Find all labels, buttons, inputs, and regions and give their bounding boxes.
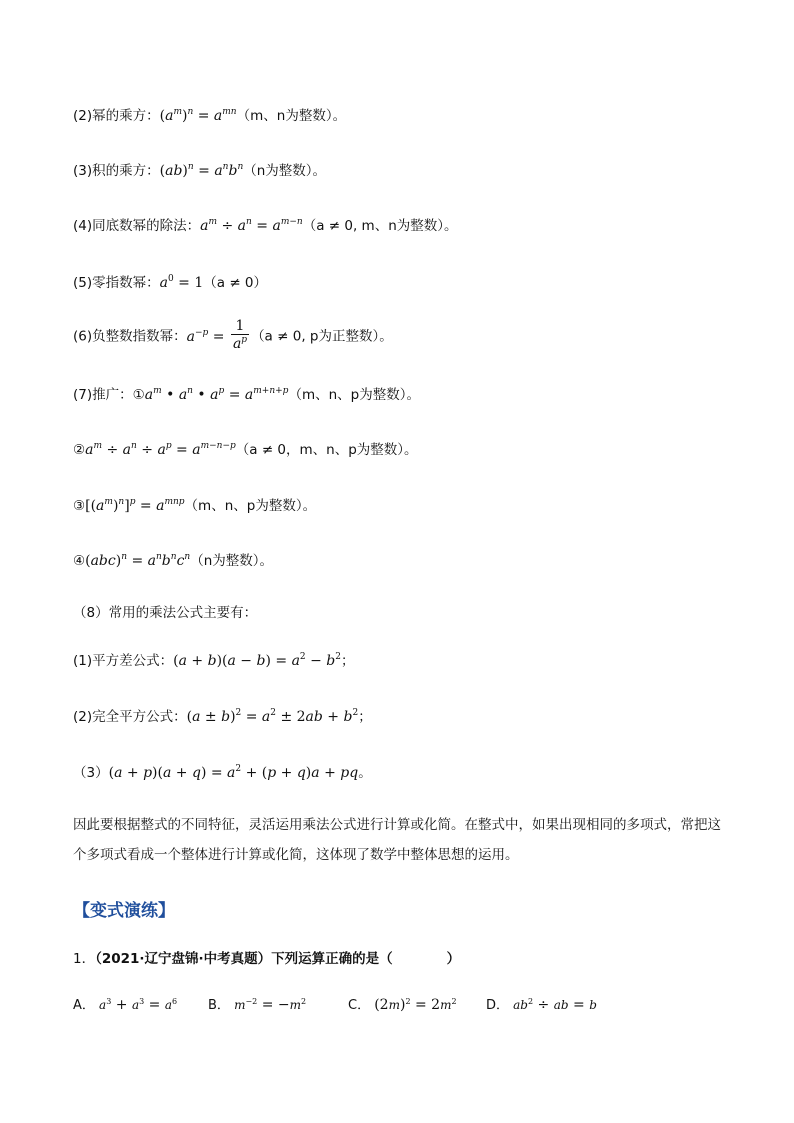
rule-condition: （a ≠ 0，m、n、p为整数）。 bbox=[235, 442, 418, 458]
rule-generalization-3 bbox=[73, 496, 316, 518]
formula: $a^m \div a^n \div a^p = a^{m-n-p}$ bbox=[85, 441, 236, 458]
rule-label: (2)完全平方公式： bbox=[73, 709, 187, 725]
formula: $(a + b)(a - b) = a^2 - b^2$ bbox=[173, 652, 341, 669]
option-c[interactable] bbox=[348, 994, 457, 1013]
option-letter: B． bbox=[208, 998, 230, 1013]
rule-label: （8）常用的乘法公式主要有： bbox=[73, 605, 258, 621]
option-formula: $(2m)^2 = 2m^2$ bbox=[374, 997, 457, 1013]
formula: $a^0 = 1$ bbox=[159, 274, 204, 291]
rule-label: ③ bbox=[73, 498, 86, 514]
rule-negative-exponent bbox=[73, 318, 393, 356]
rule-division-same-base bbox=[73, 216, 458, 238]
option-d[interactable] bbox=[486, 994, 597, 1013]
formula-tail: 。 bbox=[358, 765, 372, 781]
formula: $(a^m)^n = a^{mn}$ bbox=[159, 107, 237, 124]
section-heading: 【变式演练】 bbox=[73, 901, 175, 921]
option-formula: $m^{-2} = -m^2$ bbox=[234, 997, 307, 1013]
rule-condition: （m、n、p为整数）。 bbox=[288, 387, 420, 403]
rule-condition: （n为整数）。 bbox=[190, 553, 274, 569]
rule-label: (1)平方差公式： bbox=[73, 653, 174, 669]
rule-power-of-power bbox=[73, 106, 346, 128]
rule-condition: （m、n为整数）。 bbox=[236, 108, 347, 124]
rule-label: (5)零指数幂： bbox=[73, 275, 160, 291]
rule-condition: （a ≠ 0, m、n为整数）。 bbox=[302, 218, 458, 234]
rule-condition: （a ≠ 0, p为正整数）。 bbox=[251, 328, 393, 345]
formula: $a^m \div a^n = a^{m-n}$ bbox=[200, 217, 303, 234]
formula-perfect-square bbox=[73, 707, 372, 729]
rule-label: ④ bbox=[73, 553, 86, 569]
formula: $(a \pm b)^2 = a^2 \pm 2ab + b^2$ bbox=[186, 708, 359, 725]
rule-label: (4)同底数幂的除法： bbox=[73, 218, 201, 234]
option-letter: D． bbox=[486, 998, 510, 1013]
formula-binomial-product bbox=[73, 763, 372, 785]
formula: $(abc)^n = a^nb^nc^n$ bbox=[85, 552, 191, 569]
option-formula: $ab^2$ ÷ ab = b bbox=[513, 997, 597, 1013]
rule-label: (2)幂的乘方： bbox=[73, 108, 160, 124]
formula: $(a + p)(a + q) = a^2 + (p + q)a$ + pq bbox=[108, 764, 359, 781]
option-b[interactable] bbox=[208, 994, 306, 1013]
formula: $a^m$ • $a^n$ • $a^p = a^{m+n+p}$ bbox=[144, 386, 289, 403]
formula: $(ab)^n = a^nb^n$ bbox=[159, 162, 244, 179]
rule-generalization-1 bbox=[73, 385, 420, 407]
rule-power-of-product bbox=[73, 161, 326, 183]
option-a[interactable] bbox=[73, 994, 177, 1013]
formula: $[(a^m)^n]^p = a^{mnp}$ bbox=[85, 497, 185, 514]
rule-condition: （n为整数）。 bbox=[243, 163, 327, 179]
rule-condition: （m、n、p为整数）。 bbox=[184, 498, 317, 514]
rule-label: (3)积的乘方： bbox=[73, 163, 160, 179]
question-1 bbox=[73, 947, 460, 967]
option-formula: $a^3 + a^3 = a^6$ bbox=[99, 997, 178, 1013]
rule-condition: （a ≠ 0） bbox=[203, 275, 268, 291]
summary-paragraph: 因此要根据整式的不同特征，灵活运用乘法公式进行计算或化简。在整式中，如果出现相同的多项式，常把这个多项式看成一个整体进行计算或化简，这体现了数学中整体思想的运用。 bbox=[73, 817, 721, 863]
formula-difference-of-squares bbox=[73, 651, 355, 673]
rule-generalization-4 bbox=[73, 551, 273, 573]
question-source: （2021·辽宁盘锦·中考真题） bbox=[95, 951, 272, 967]
rule-label: ② bbox=[73, 442, 86, 458]
formula: $a^{-p}$ = $\frac{1}{a^p}$ bbox=[187, 329, 251, 345]
rule-label: (7)推广：① bbox=[73, 387, 145, 403]
formula-tail: ； bbox=[341, 653, 355, 669]
option-letter: A． bbox=[73, 998, 95, 1013]
rule-zero-exponent bbox=[73, 273, 267, 295]
question-stem: 下列运算正确的是（ ） bbox=[271, 951, 461, 967]
formula-tail: ； bbox=[358, 709, 372, 725]
rule-generalization-2 bbox=[73, 440, 418, 462]
multiplication-formulas-heading bbox=[73, 603, 257, 623]
rule-label: （3） bbox=[73, 765, 109, 781]
option-letter: C． bbox=[348, 998, 371, 1013]
rule-label: (6)负整数指数幂： bbox=[73, 328, 187, 345]
question-number: 1． bbox=[73, 951, 96, 967]
